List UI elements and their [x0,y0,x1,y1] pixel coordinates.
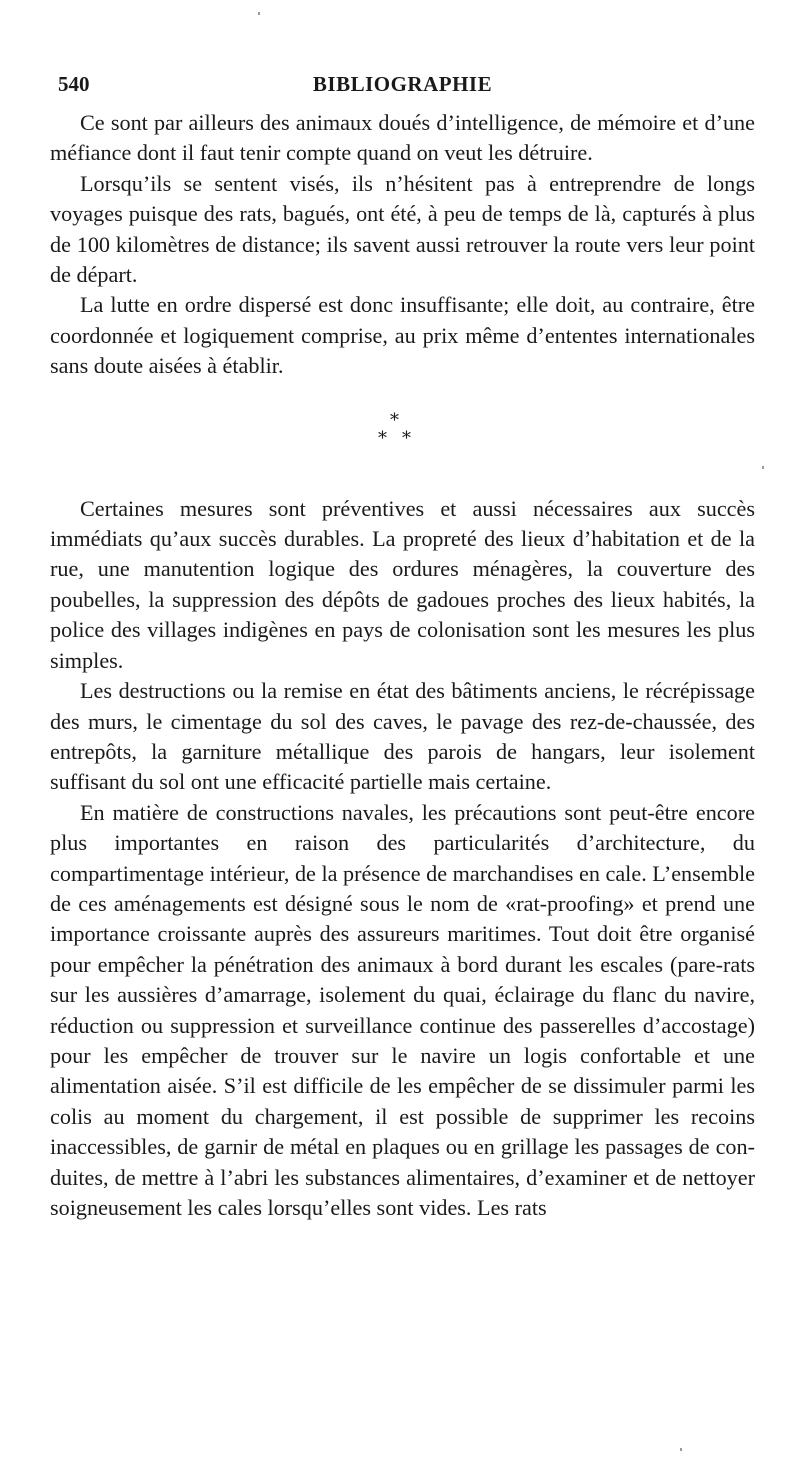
running-title: BIBLIOGRAPHIE [312,72,493,96]
section-break-asterism [50,382,755,494]
book-page [50,72,755,1223]
paragraph-2: Lorsqu’ils se sentent visés, ils n’hésitent pas à entreprendre de longs voyages puisque des rats, bagués, ont été, à peu de temps de là, capturés à plus de 100 kilomètres de distance; ils savent aussi retrouver la route vers leur point de départ. [50,170,755,288]
paragraph-1: Ce sont par ailleurs des animaux doués d’intelligence, de mémoire et d’une méfiance dont il faut tenir compte quand on veut les détruire. [50,110,755,166]
paragraph-4: Certaines mesures sont préventives et aussi nécessaires aux succès immédiats qu’aux succès durables. La propreté des lieux d’habitation et de la rue, une manutention logique des ordures ménagères, la couverture des poubelles, la suppression des dépôts de gadoues proches des lieux habités, la police des villages indigènes en pays de colonisation sont les mesures les plus simples. [50,495,755,673]
body-text-section-2 [50,494,755,1224]
asterism-star-right: * [402,427,411,449]
asterism-star-top: * [390,409,399,431]
scan-speck-top [258,12,260,15]
page-header [50,72,755,102]
scan-speck-bottom [680,1448,682,1451]
scan-speck-right [762,466,764,469]
paragraph-5: Les destructions ou la remise en état des bâtiments anciens, le récrépissage des murs, le cimentage du sol des caves, le pavage des rez-de-chaussée, des entrepôts, la garniture métallique des parois de hangars, leur isolement suffisant du sol ont une efficacité partielle mais certaine. [50,678,755,795]
page-number: 540 [58,72,90,96]
body-text-section-1 [50,108,755,382]
paragraph-6: En matière de constructions navales, les précautions sont peut-être encore plus importantes en raison des particularités d’architecture, du compartimentage intérieur, de la présence de marchandises en cale. L’ensemble de ces aménagements est désigné sous le nom de «rat-proofing» et prend une importance croissante auprès des assureurs maritimes. Tout doit être organisé pour empêcher la pénétration des animaux à bord durant les escales (pare-rats sur les aussières d’amarrage, isolement du quai, éclairage du flanc du navire, réduction ou suppression et surveillance continue des passerelles d’accostage) pour les empêcher de trouver sur le navire un logis confortable et une alimentation aisée. S’il est difficile de les empêcher de se dissimuler parmi les colis au moment du chargement, il est possible de supprimer les recoins inaccessibles, de garnir de métal en plaques ou en grillage les passages de conduites, de mettre à l’abri les substances alimentaires, d’examiner et de nettoyer soigneusement les cales lorsqu’elles sont vides. Les rats [50,799,755,1220]
asterism-star-left: * [378,427,387,449]
paragraph-3: La lutte en ordre dispersé est donc insuffisante; elle doit, au contraire, être coordonnée et logiquement comprise, au prix même d’ententes internationales sans doute aisées à établir. [50,292,755,379]
